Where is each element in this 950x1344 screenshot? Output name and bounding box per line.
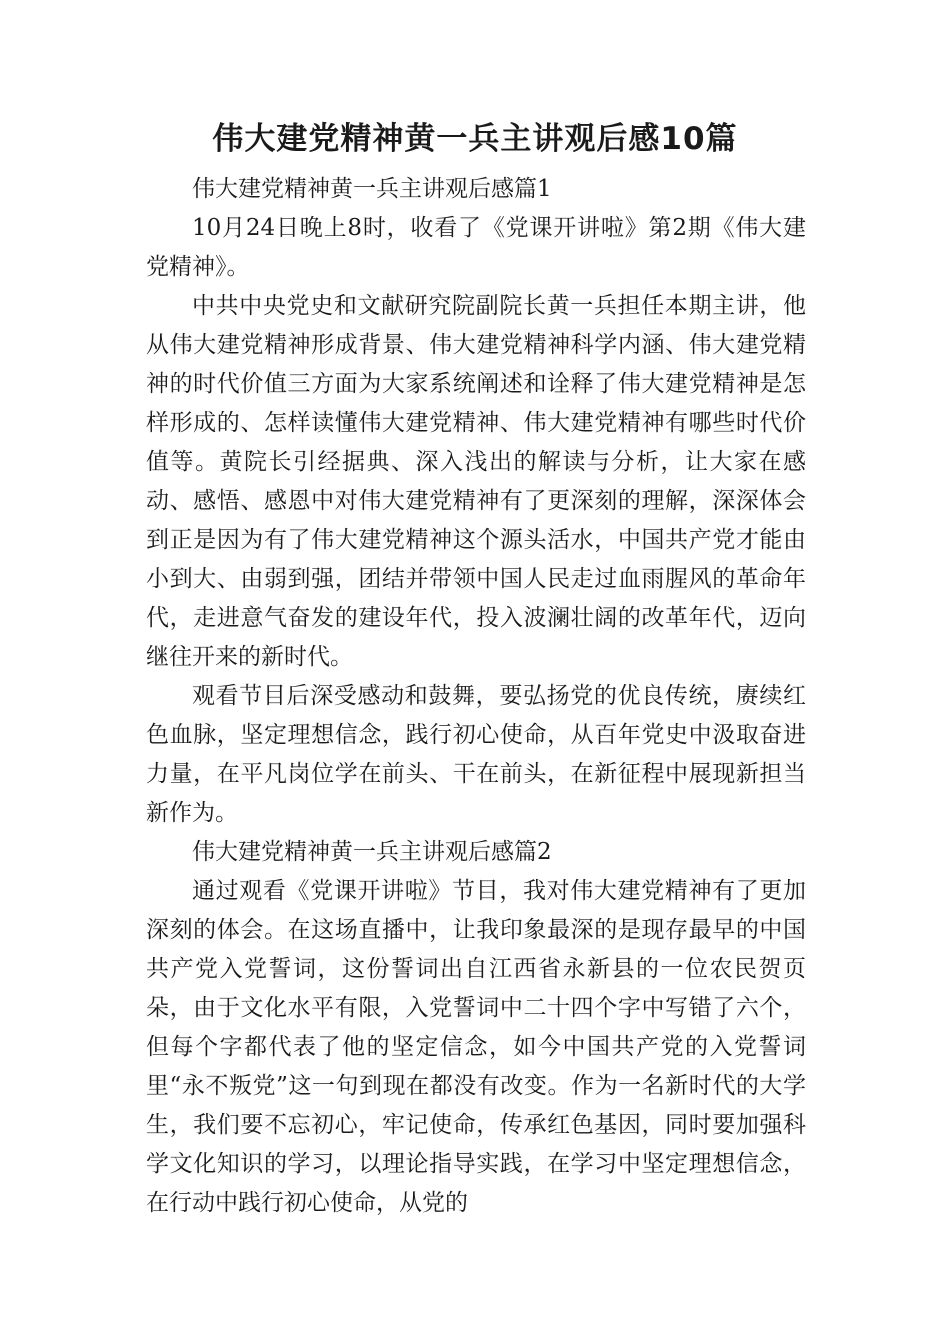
section-heading-1: 伟大建党精神黄一兵主讲观后感篇1 bbox=[192, 176, 552, 202]
paragraph: 通过观看《党课开讲啦》节目，我对伟大建党精神有了更加深刻的体会。在这场直播中，让我印象最深的是现存最早的中国共产党入党誓词，这份誓词出自江西省永新县的一位农民贺页朵，由于文化水平有限，入党誓词中二十四个字中写错了六个，但每个字都代表了他的坚定信念，如今中国共产党的入党誓词里“永不叛党”这一句到现在都没有改变。作为一名新时代的大学生，我们要不忘初心，牢记使命，传承红色基因，同时要加强科学文化知识的学习，以理论指导实践，在学习中坚定理想信念，在行动中践行初心使命，从党的 bbox=[146, 878, 806, 1216]
paragraph: 10月24日晚上8时，收看了《党课开讲啦》第2期《伟大建党精神》。 bbox=[146, 215, 806, 280]
document-body bbox=[146, 170, 806, 1223]
section-heading-2: 伟大建党精神黄一兵主讲观后感篇2 bbox=[192, 839, 552, 865]
document-title: 伟大建党精神黄一兵主讲观后感10篇 bbox=[212, 121, 738, 157]
paragraph: 观看节目后深受感动和鼓舞，要弘扬党的优良传统，赓续红色血脉，坚定理想信念，践行初心使命，从百年党史中汲取奋进力量，在平凡岗位学在前头、干在前头，在新征程中展现新担当新作为。 bbox=[146, 683, 806, 826]
paragraph: 中共中央党史和文献研究院副院长黄一兵担任本期主讲，他从伟大建党精神形成背景、伟大建党精神科学内涵、伟大建党精神的时代价值三方面为大家系统阐述和诠释了伟大建党精神是怎样形成的、怎样读懂伟大建党精神、伟大建党精神有哪些时代价值等。黄院长引经据典、深入浅出的解读与分析，让大家在感动、感悟、感恩中对伟大建党精神有了更深刻的理解，深深体会到正是因为有了伟大建党精神这个源头活水，中国共产党才能由小到大、由弱到强，团结并带领中国人民走过血雨腥风的革命年代，走进意气奋发的建设年代，投入波澜壮阔的改革年代，迈向继往开来的新时代。 bbox=[146, 293, 806, 670]
